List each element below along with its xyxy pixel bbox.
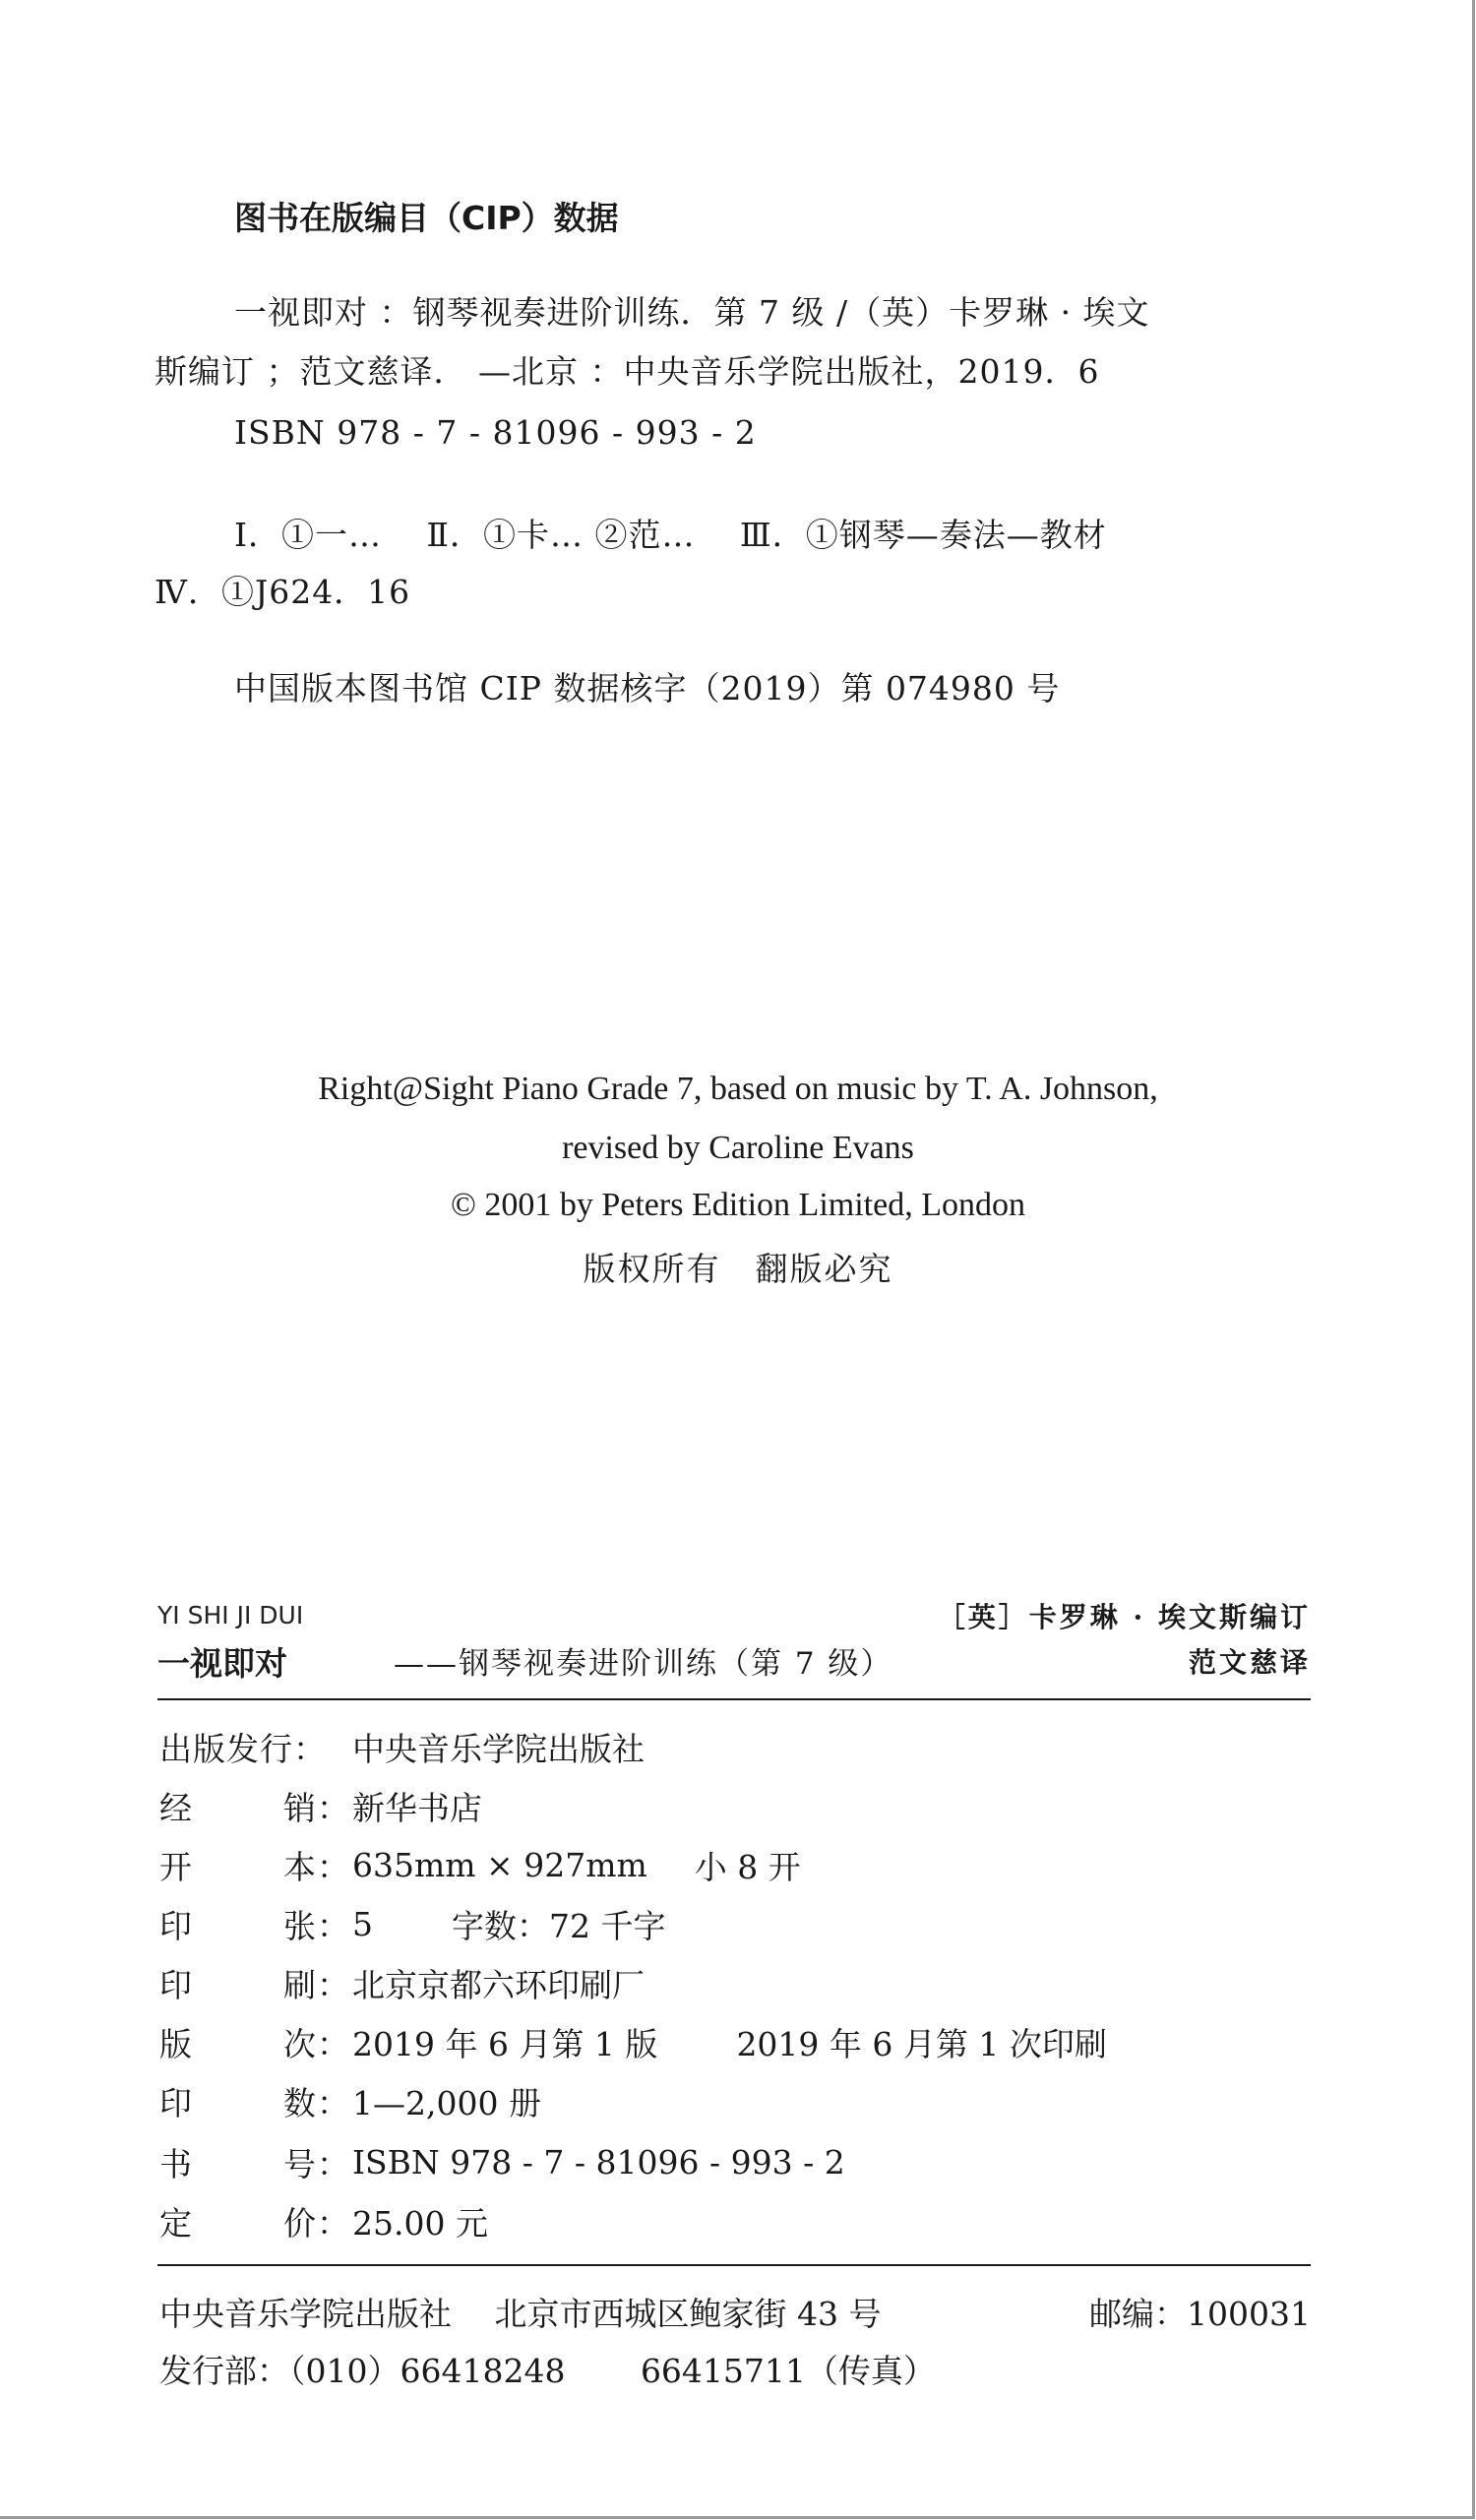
row-value: 新华书店 — [352, 1788, 482, 1827]
row-label-a: 印 — [159, 1906, 193, 1945]
row-label-b: 本 — [283, 1847, 317, 1886]
row-value: 5 — [352, 1904, 373, 1943]
cip-classification-cont: Ⅳ．①J624．16 — [154, 573, 411, 611]
postcode: 邮编：100031 — [1089, 2295, 1311, 2333]
colophon-bottom-rule — [157, 2264, 1311, 2266]
row-label-a: 版 — [159, 2024, 193, 2063]
editor-credit: ［英］卡罗琳 · 埃文斯编订 — [937, 1601, 1311, 1633]
row-value: 北京京都六环印刷厂 — [352, 1965, 645, 2004]
copyright-line-1: Right@Sight Piano Grade 7, based on music by T. A. Johnson, — [318, 1071, 1158, 1107]
colophon-row-price: 定 价 ： 25.00 元 — [159, 2196, 488, 2245]
colophon-row-print-run: 印 数 ： 1—2,000 册 — [159, 2076, 541, 2125]
translator-credit: 范文慈译 — [1188, 1646, 1311, 1679]
row-label-b: 次 — [283, 2024, 317, 2063]
cip-line-1: 一视即对 ：钢琴视奏进阶训练．第 7 级 /（英）卡罗琳 · 埃文 — [234, 293, 1150, 332]
row-label-b: 价 — [283, 2203, 317, 2243]
row-value-2: 字数：72 千字 — [452, 1906, 666, 1945]
book-title: 一视即对 — [157, 1644, 287, 1683]
row-label-a: 经 — [159, 1788, 193, 1827]
row-label-a: 书 — [159, 2144, 193, 2183]
row-label-b: 刷 — [283, 1965, 317, 2004]
row-label-b: 号 — [283, 2144, 317, 2183]
row-value: 1—2,000 册 — [352, 2083, 541, 2122]
colophon-row-sheets: 印 张 ： 5 字数：72 千字 — [159, 1899, 665, 1948]
colophon-row-publisher: 出版发行： 中央音乐学院出版社 — [159, 1722, 645, 1771]
cip-isbn: ISBN 978 - 7 - 81096 - 993 - 2 — [234, 413, 757, 452]
row-label: 出版发行 — [159, 1729, 293, 1768]
copyright-line-3: © 2001 by Peters Edition Limited, London — [451, 1187, 1025, 1223]
colophon-row-isbn: 书 号 ： ISBN 978 - 7 - 81096 - 993 - 2 — [159, 2137, 845, 2186]
row-label-a: 印 — [159, 2083, 193, 2122]
cip-title: 图书在版编目（CIP）数据 — [234, 199, 619, 237]
row-label-a: 印 — [159, 1965, 193, 2004]
copyright-line-2: revised by Caroline Evans — [562, 1130, 914, 1166]
rights-reserved: 版权所有 翻版必究 — [583, 1253, 893, 1288]
row-label-b: 数 — [283, 2083, 317, 2122]
row-value: 2019 年 6 月第 1 版 — [352, 2024, 658, 2063]
publisher-address: 中央音乐学院出版社 北京市西城区鲍家街 43 号 — [159, 2295, 882, 2333]
cip-line-2: 斯编订 ；范文慈译． —北京 ：中央音乐学院出版社，2019．6 — [154, 352, 1100, 391]
colophon-row-printer: 印 刷 ： 北京京都六环印刷厂 — [159, 1958, 645, 2007]
row-value: 中央音乐学院出版社 — [352, 1729, 645, 1768]
row-value-2: 2019 年 6 月第 1 次印刷 — [736, 2024, 1107, 2063]
cip-check-number: 中国版本图书馆 CIP 数据核字（2019）第 074980 号 — [234, 669, 1061, 707]
row-value: ISBN 978 - 7 - 81096 - 993 - 2 — [352, 2142, 845, 2182]
book-subtitle: ——钢琴视奏进阶训练（第 7 级） — [394, 1646, 893, 1682]
row-value-2: 小 8 开 — [694, 1847, 801, 1886]
title-pinyin: YI SHI JI DUI — [157, 1601, 304, 1629]
cip-classification: Ⅰ．①一… Ⅱ．①卡… ②范… Ⅲ．①钢琴—奏法—教材 — [234, 516, 1107, 554]
colophon-row-edition: 版 次 ： 2019 年 6 月第 1 版 2019 年 6 月第 1 次印刷 — [159, 2017, 1107, 2066]
distribution-phone: 发行部：（010）66418248 66415711（传真） — [159, 2352, 936, 2390]
row-label-a: 开 — [159, 1847, 193, 1886]
colophon-top-rule — [157, 1698, 1311, 1700]
row-label-b: 张 — [283, 1906, 317, 1945]
colophon-row-distributor: 经 销 ： 新华书店 — [159, 1781, 482, 1830]
colophon-row-format: 开 本 ： 635mm × 927mm 小 8 开 — [159, 1840, 801, 1889]
row-value: 25.00 元 — [352, 2203, 488, 2243]
row-label-b: 销 — [283, 1788, 317, 1827]
row-value: 635mm × 927mm — [352, 1845, 647, 1884]
row-label-a: 定 — [159, 2203, 193, 2243]
